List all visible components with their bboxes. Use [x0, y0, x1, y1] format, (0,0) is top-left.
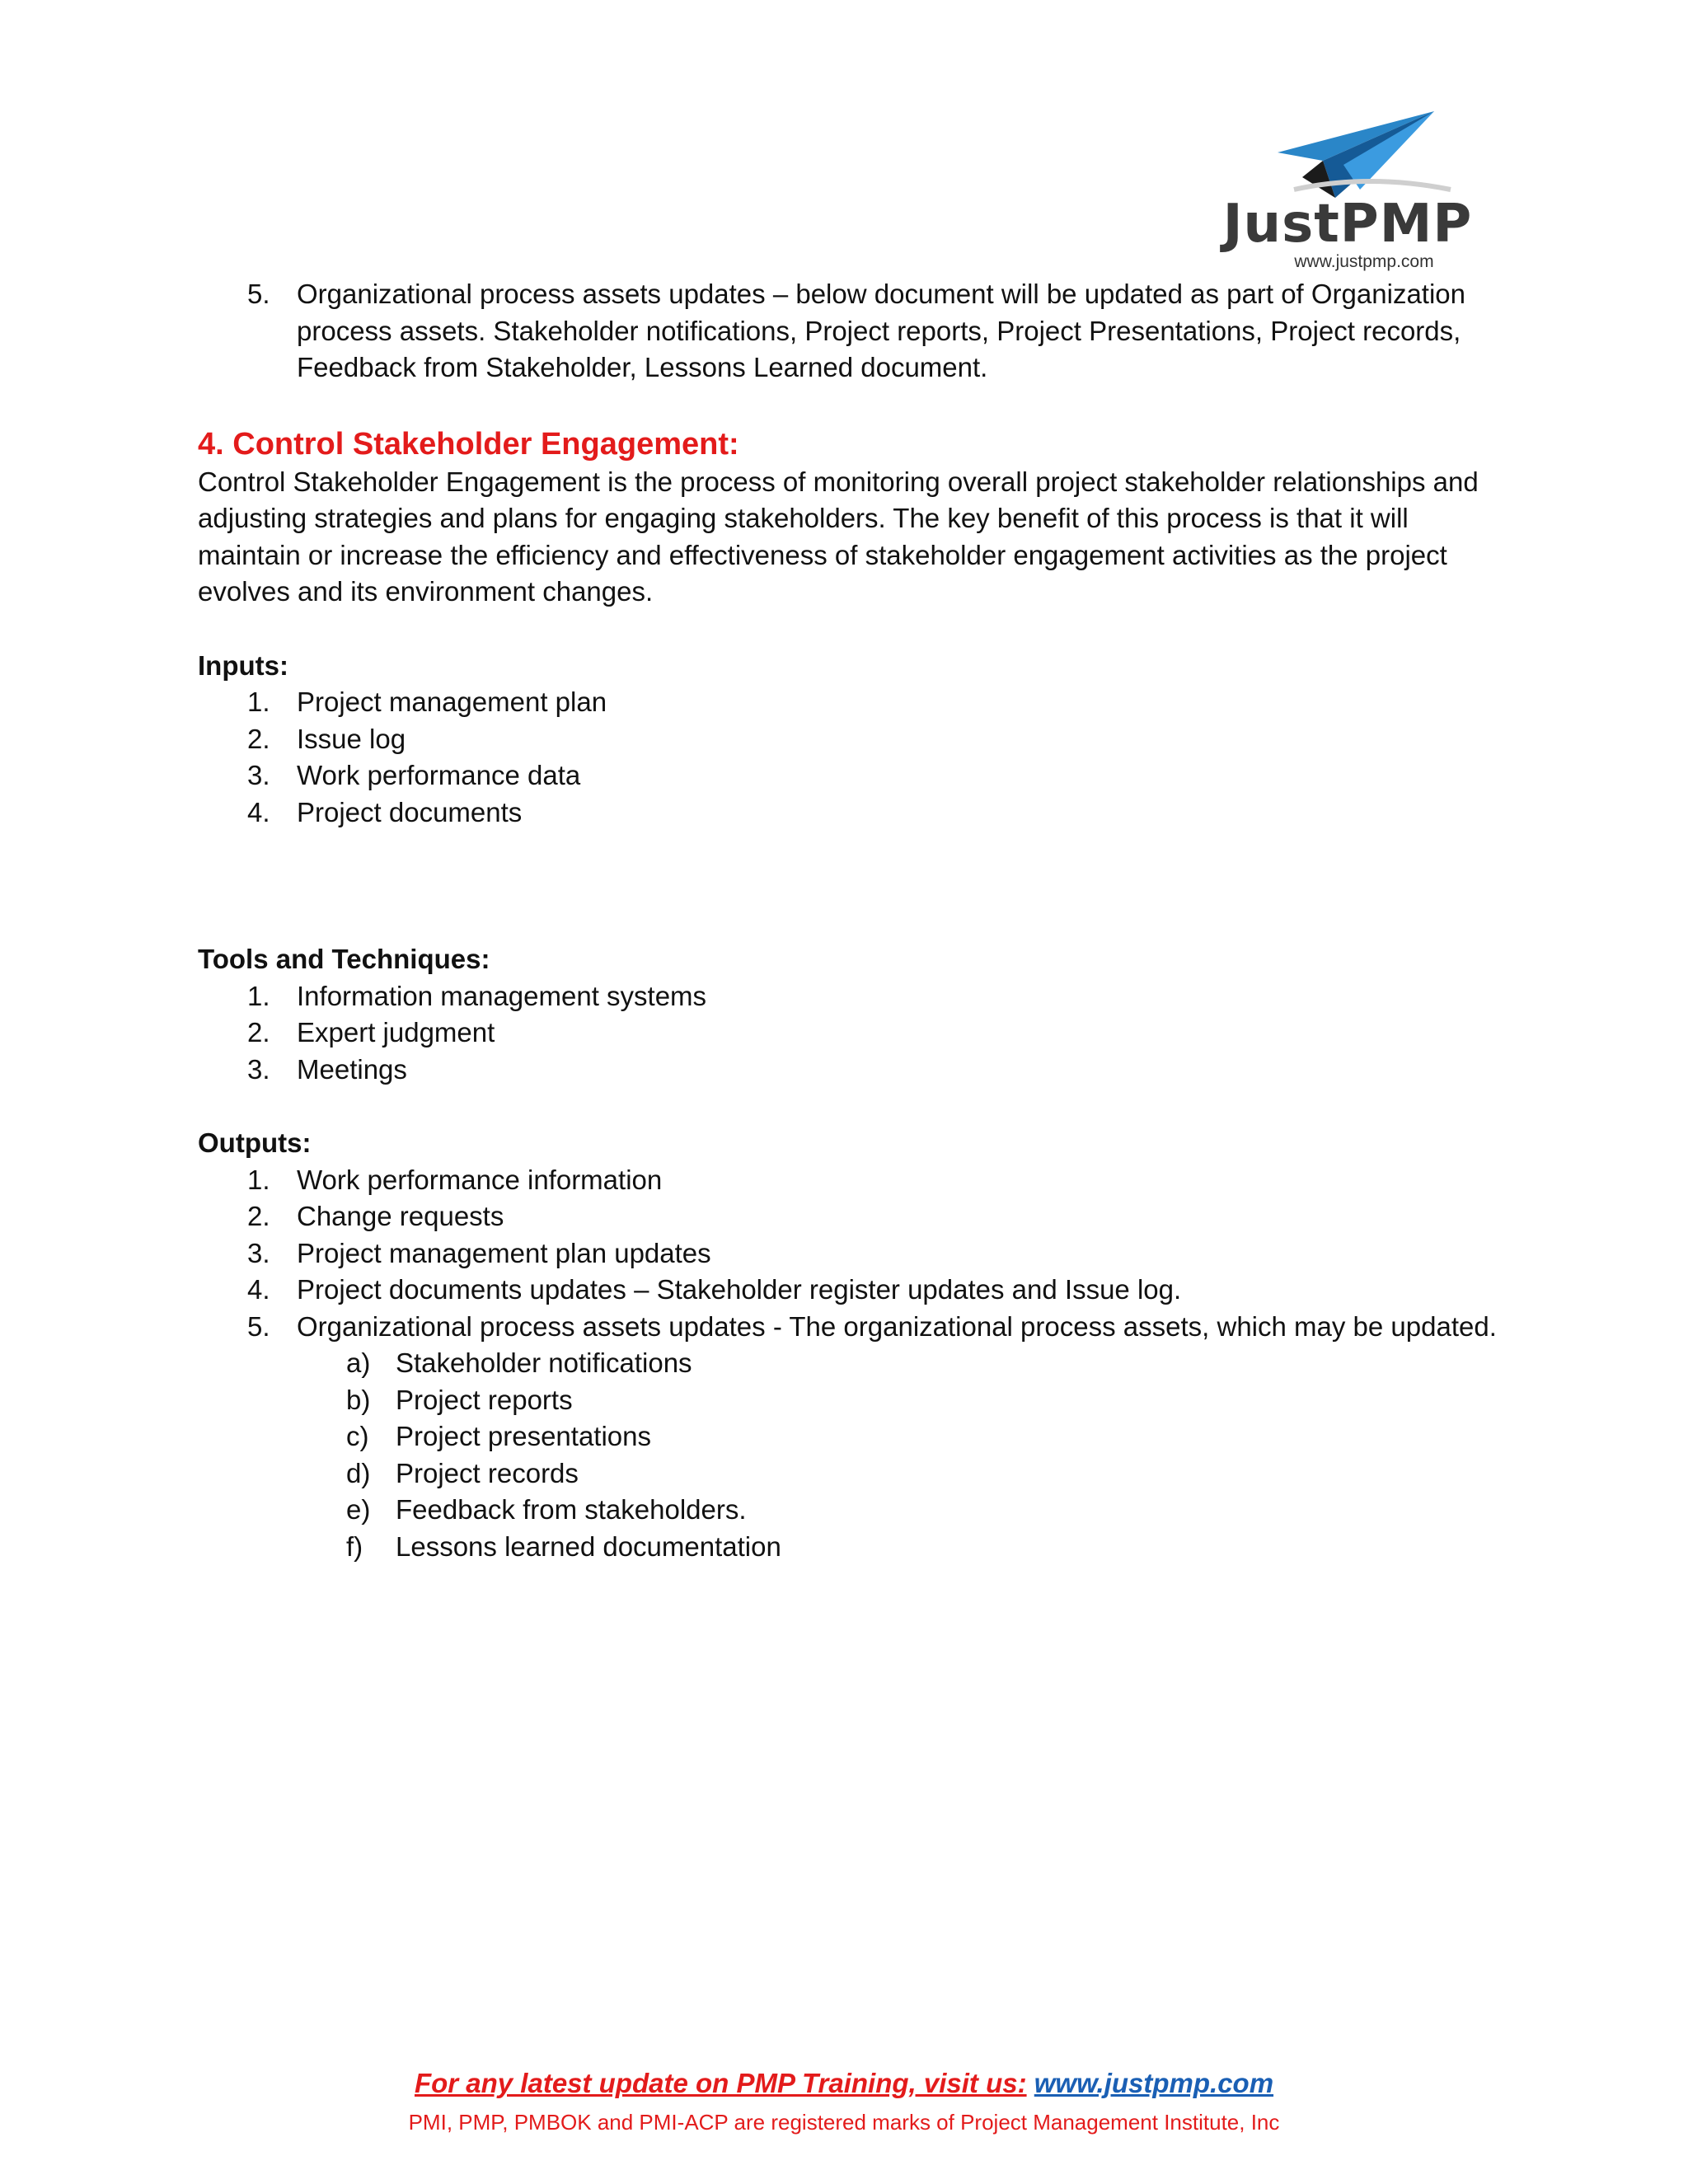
justpmp-logo — [1212, 107, 1484, 280]
sub-list-item — [198, 1345, 1500, 1382]
tools-list — [198, 978, 1500, 1089]
outputs-label: Outputs: — [198, 1127, 312, 1158]
inputs-list — [198, 684, 1500, 831]
list-number: 1. — [247, 1164, 270, 1195]
sub-list-text: Project presentations — [396, 1421, 652, 1451]
sub-list-item — [198, 1418, 1500, 1455]
list-number: 4. — [247, 1274, 270, 1305]
logo-brand: JustPMP — [1222, 194, 1473, 255]
list-item — [198, 721, 1500, 758]
list-text: Project documents — [297, 796, 523, 827]
sub-list-letter: c) — [346, 1421, 369, 1451]
list-item — [198, 794, 1500, 832]
sub-list-text: Project records — [396, 1457, 579, 1488]
logo-url: www.justpmp.com — [1294, 252, 1434, 271]
list-item — [198, 978, 1500, 1015]
list-text: Work performance data — [297, 760, 581, 790]
footer-promo — [0, 2068, 1688, 2099]
list-number: 5. — [247, 279, 270, 309]
list-item — [198, 1162, 1500, 1199]
list-text: Project management plan updates — [297, 1237, 711, 1268]
inputs-label: Inputs: — [198, 649, 288, 681]
list-text: Change requests — [297, 1201, 504, 1231]
sub-list-text: Lessons learned documentation — [396, 1530, 781, 1562]
sub-list-text: Stakeholder notifications — [396, 1347, 692, 1378]
sub-list-letter: f) — [346, 1530, 363, 1562]
list-number: 3. — [247, 760, 270, 790]
list-number: 3. — [247, 1053, 270, 1085]
list-text: Expert judgment — [297, 1017, 495, 1047]
sub-list-item — [198, 1529, 1500, 1566]
list-number: 2. — [247, 723, 270, 754]
section-heading: 4. Control Stakeholder Engagement: — [198, 426, 739, 462]
sub-list-text: Feedback from stakeholders. — [396, 1494, 747, 1525]
document-body — [198, 276, 1500, 1565]
list-text: Organizational process assets updates – below document will be updated as part of Organization process assets. Stakeholder notifications, Project reports, Project Presentations, Project records, Feedback from Stakeholder, Lessons Learned document. — [297, 279, 1466, 382]
list-text: Meetings — [297, 1053, 407, 1085]
list-number: 4. — [247, 796, 270, 827]
section-description: Control Stakeholder Engagement is the process of monitoring overall project stakeholder relationships and adjusting strategies and plans for engaging stakeholders. The key benefit of this process is that it will maintain or increase the efficiency and effectiveness of stakeholder engagement activities as the project evolves and its environment changes. — [198, 466, 1479, 607]
list-item — [198, 1015, 1500, 1052]
list-number: 5. — [247, 1310, 270, 1342]
tools-label: Tools and Techniques: — [198, 944, 490, 974]
list-text: Organizational process assets updates - The organizational process assets, which may be updated. — [297, 1310, 1497, 1342]
list-item — [198, 1198, 1500, 1235]
sub-list-text: Project reports — [396, 1384, 573, 1415]
list-number: 2. — [247, 1201, 270, 1231]
list-item — [198, 1272, 1500, 1309]
list-item — [198, 1052, 1500, 1089]
footer-prompt: For any latest update on PMP Training, visit us: — [414, 2068, 1027, 2098]
sub-list-item — [198, 1492, 1500, 1529]
list-item — [198, 757, 1500, 794]
outputs-list — [198, 1162, 1500, 1566]
sub-list-letter: e) — [346, 1494, 371, 1525]
list-number: 3. — [247, 1237, 270, 1268]
list-text: Project management plan — [297, 687, 607, 717]
sub-list-letter: a) — [346, 1347, 371, 1378]
list-item — [198, 276, 1500, 387]
sub-list-letter: d) — [346, 1457, 371, 1488]
list-item — [198, 1309, 1500, 1346]
list-text: Issue log — [297, 723, 406, 754]
list-number: 1. — [247, 687, 270, 717]
sub-list-item — [198, 1382, 1500, 1419]
sub-list-letter: b) — [346, 1384, 371, 1415]
list-text: Project documents updates – Stakeholder register updates and Issue log. — [297, 1274, 1182, 1305]
list-item — [198, 1235, 1500, 1272]
list-number: 1. — [247, 980, 270, 1011]
list-item — [198, 684, 1500, 721]
list-number: 2. — [247, 1017, 270, 1047]
list-text: Information management systems — [297, 980, 707, 1011]
footer-trademark: PMI, PMP, PMBOK and PMI-ACP are registered marks of Project Management Institute, Inc — [408, 2110, 1280, 2135]
sub-list-item — [198, 1455, 1500, 1493]
spacer — [198, 831, 1500, 941]
footer-link[interactable]: www.justpmp.com — [1034, 2068, 1274, 2098]
paper-plane-icon — [1245, 107, 1459, 206]
list-text: Work performance information — [297, 1164, 663, 1195]
